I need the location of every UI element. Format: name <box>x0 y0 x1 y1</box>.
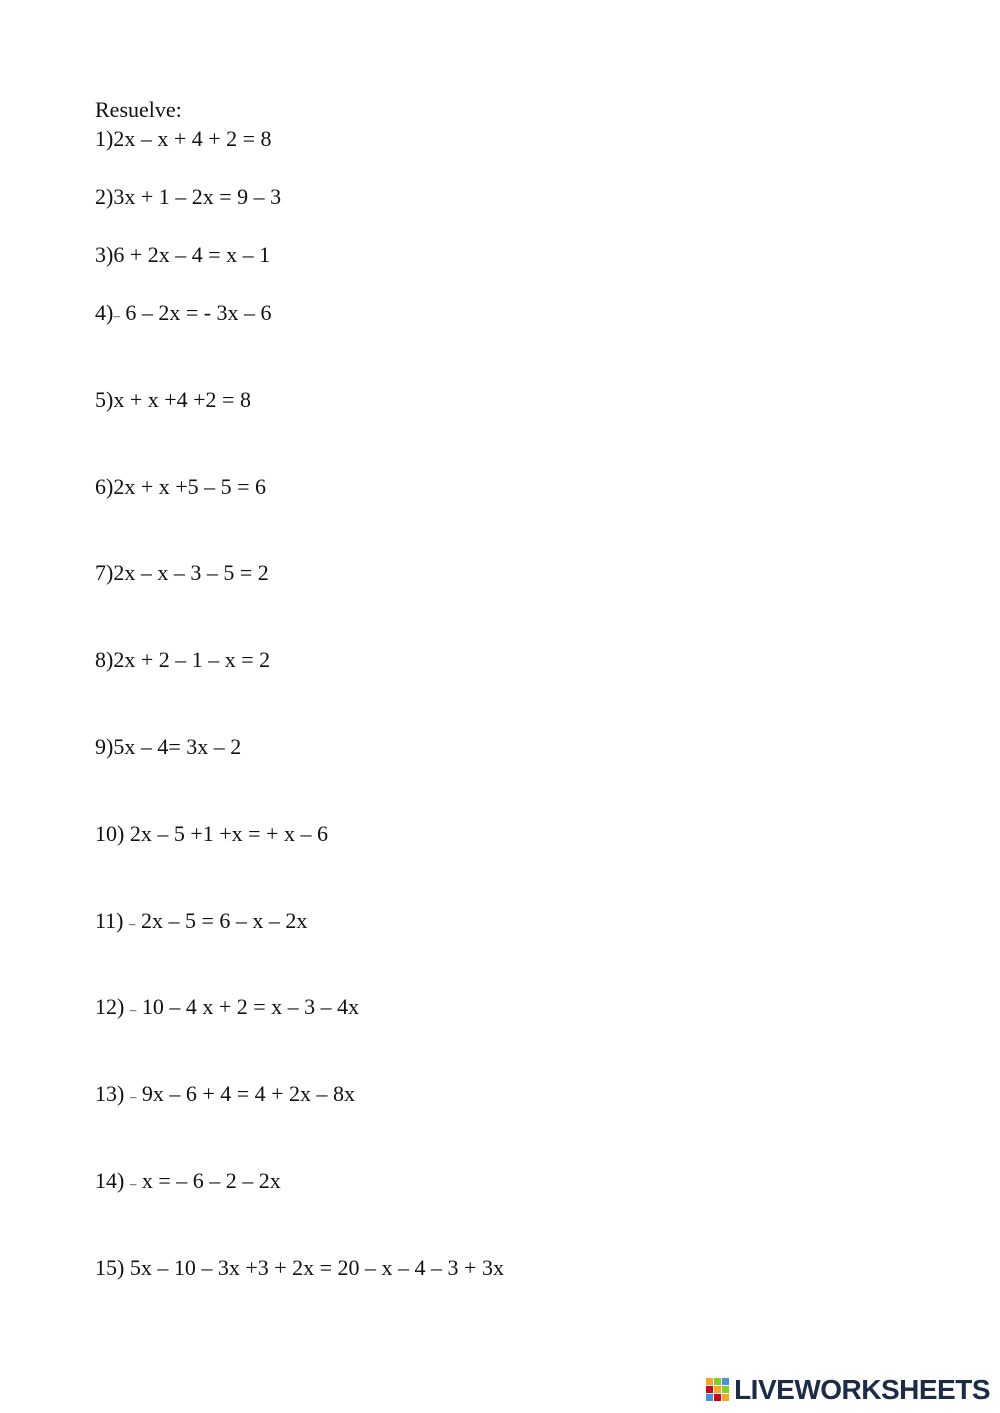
problem-expression: x + x +4 +2 = 8 <box>113 387 251 412</box>
logo-square-icon <box>722 1378 729 1385</box>
problem-number: 11) <box>95 908 130 933</box>
problem-number: 15) <box>95 1255 130 1280</box>
problem-number: 10) <box>95 821 130 846</box>
problem-6 <box>95 474 266 503</box>
problem-dash: – <box>129 1002 137 1017</box>
problem-11 <box>95 908 307 937</box>
problem-dash: – <box>129 916 136 931</box>
problem-expression: 10 – 4 x + 2 = x – 3 – 4x <box>136 994 360 1019</box>
problem-8 <box>95 647 270 676</box>
problem-dash: – <box>129 1089 137 1104</box>
problem-number: 1) <box>95 126 114 151</box>
problem-10 <box>95 821 328 850</box>
logo-square-icon <box>706 1386 713 1393</box>
problem-expression: 2x – 5 = 6 – x – 2x <box>135 908 308 933</box>
problem-number: 3) <box>95 242 114 267</box>
problem-number: 5) <box>95 387 114 412</box>
problem-number: 13) <box>95 1081 130 1106</box>
problem-expression: 2x – x – 3 – 5 = 2 <box>113 560 269 585</box>
logo-square-icon <box>722 1386 729 1393</box>
problem-number: 14) <box>95 1168 130 1193</box>
problem-number: 8) <box>95 647 114 672</box>
problem-number: 7) <box>95 560 114 585</box>
problem-5 <box>95 387 251 416</box>
problem-number: 2) <box>95 184 114 209</box>
problem-expression: x = – 6 – 2 – 2x <box>136 1168 281 1193</box>
problem-expression: 2x + x +5 – 5 = 6 <box>113 474 267 499</box>
liveworksheets-logo[interactable] <box>706 1375 990 1405</box>
problem-expression: 5x – 10 – 3x +3 + 2x = 20 – x – 4 – 3 + 3x <box>129 1255 504 1280</box>
problem-number: 12) <box>95 994 130 1019</box>
problem-7 <box>95 560 269 589</box>
problem-expression: 3x + 1 – 2x = 9 – 3 <box>113 184 282 209</box>
logo-square-icon <box>714 1378 721 1385</box>
problem-3 <box>95 242 270 271</box>
problem-expression: 2x – x + 4 + 2 = 8 <box>113 126 272 151</box>
logo-square-icon <box>714 1386 721 1393</box>
problem-2 <box>95 184 281 213</box>
logo-square-icon <box>714 1394 721 1401</box>
problem-dash: – <box>113 308 120 323</box>
problem-9 <box>95 734 241 763</box>
problem-expression: 6 + 2x – 4 = x – 1 <box>113 242 271 267</box>
problem-expression: 2x + 2 – 1 – x = 2 <box>113 647 271 672</box>
problem-expression: 5x – 4= 3x – 2 <box>113 734 242 759</box>
problem-number: 4) <box>95 300 114 325</box>
worksheet-title: Resuelve: <box>95 97 182 122</box>
problem-expression: 9x – 6 + 4 = 4 + 2x – 8x <box>136 1081 356 1106</box>
problem-12 <box>95 994 359 1023</box>
problem-expression: 2x – 5 +1 +x = + x – 6 <box>129 821 328 846</box>
problem-number: 9) <box>95 734 114 759</box>
logo-text: LIVEWORKSHEETS <box>734 1374 990 1405</box>
logo-square-icon <box>722 1394 729 1401</box>
problem-number: 6) <box>95 474 114 499</box>
problem-15 <box>95 1255 504 1284</box>
problem-expression: 6 – 2x = - 3x – 6 <box>119 300 272 325</box>
liveworksheets-logo-icon <box>706 1378 730 1402</box>
problem-dash: – <box>129 1176 137 1191</box>
problem-13 <box>95 1081 355 1110</box>
logo-square-icon <box>706 1394 713 1401</box>
logo-square-icon <box>706 1378 713 1385</box>
problem-4 <box>95 300 272 329</box>
problem-1 <box>95 126 272 155</box>
problem-14 <box>95 1168 281 1197</box>
